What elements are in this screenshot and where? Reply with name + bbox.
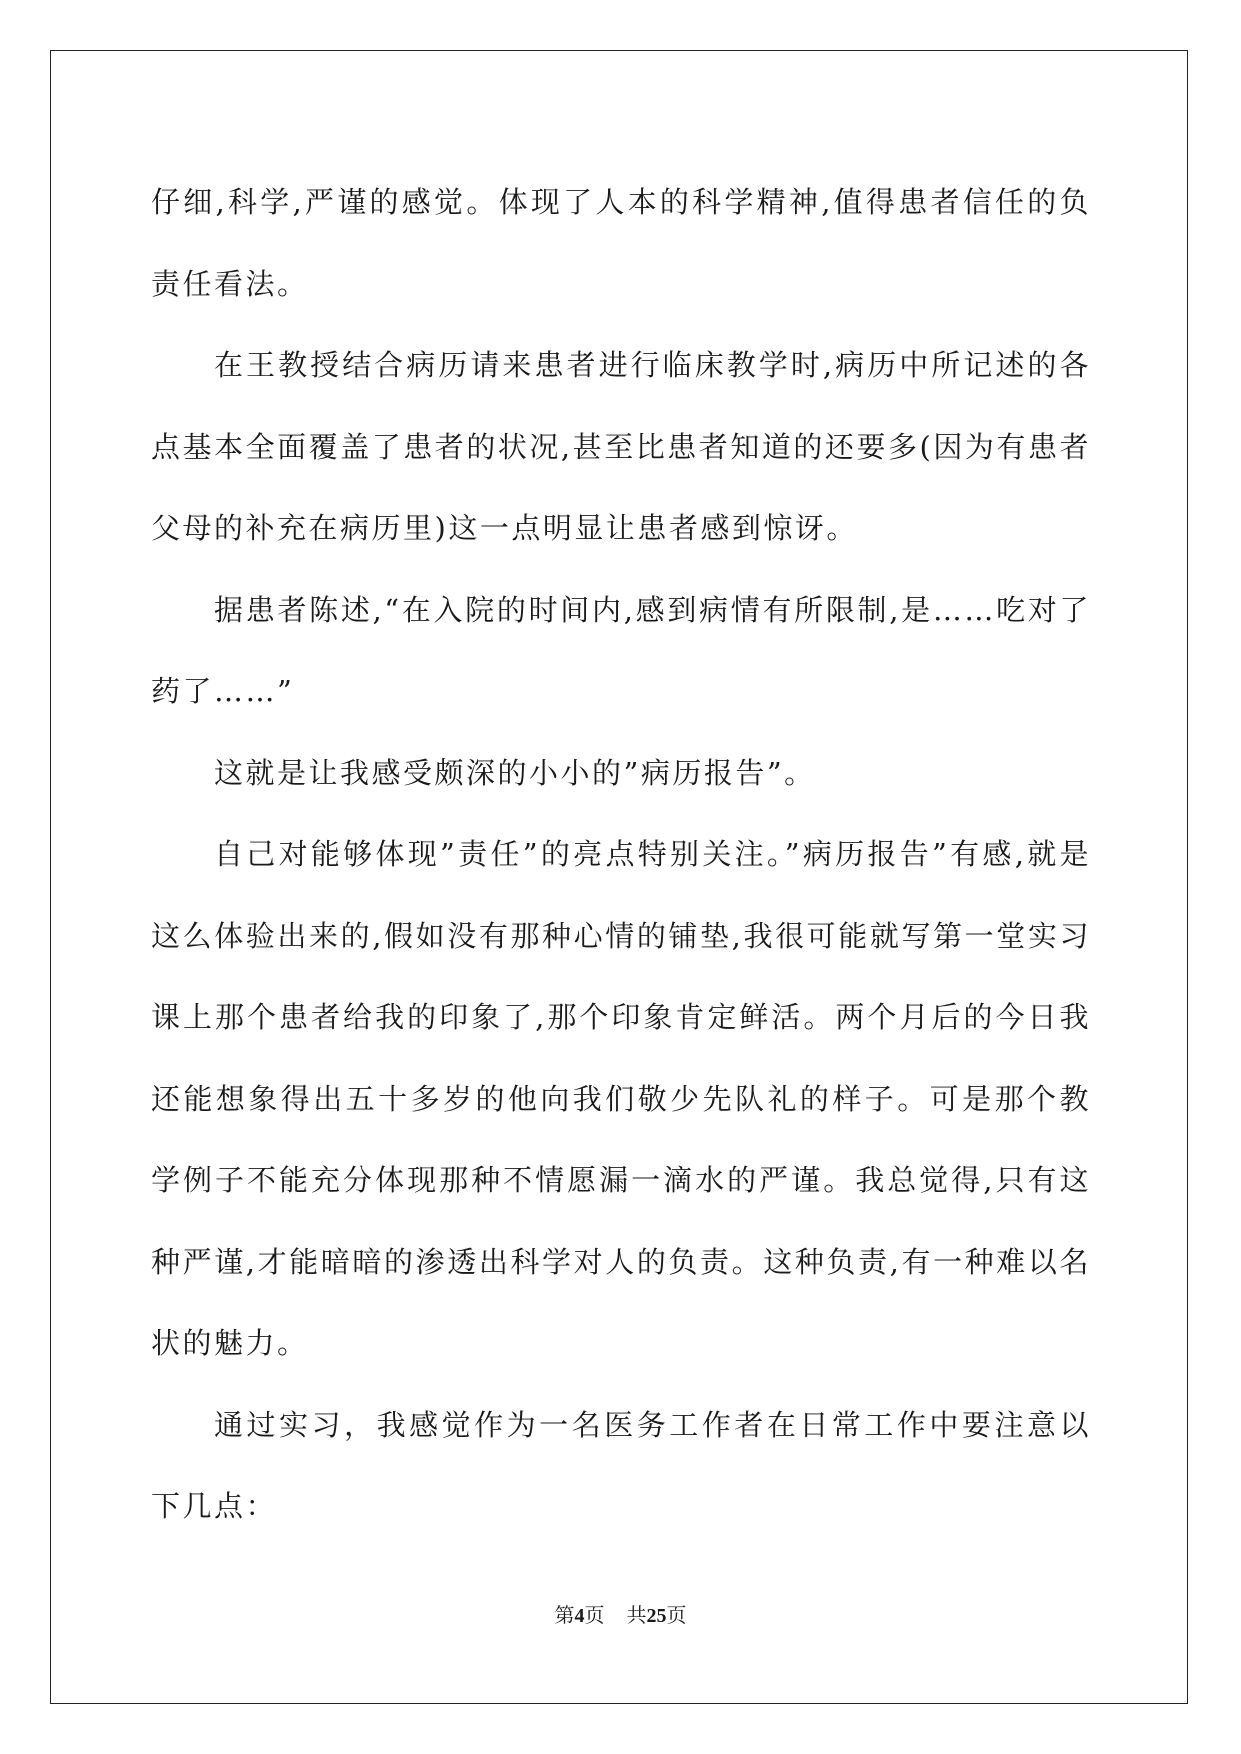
page-footer [0,1599,1241,1628]
paragraph: 这就是让我感受颇深的小小的”病历报告”。 [214,755,816,790]
total-pages: 25 [646,1605,667,1627]
page-prefix: 第 [554,1605,575,1627]
page-number: 4 [574,1605,585,1627]
paragraph: 在王教授结合病历请来患者进行临床教学时,病历中所记述的各点基本全面覆盖了患者的状况,甚至比患者知道的还要多(因为有患者父母的补充在病历里)这一点明显让患者感到惊讶。 [151,348,1091,545]
paragraph: 通过实习，我感觉作为一名医务工作者在日常工作中要注意以下几点： [151,1407,1091,1523]
document-body [151,162,1091,1548]
paragraph: 据患者陈述,“在入院的时间内,感到病情有所限制,是……吃对了药了……” [151,592,1091,708]
paragraph: 自己对能够体现”责任”的亮点特别关注。”病历报告”有感,就是这么体验出来的,假如没有那种心情的铺垫,我很可能就写第一堂实习课上那个患者给我的印象了,那个印象肯定鲜活。两个月后的今日我还能想象得出五十多岁的他向我们敬少先队礼的样子。可是那个教学例子不能充分体现那种不情愿漏一滴水的严谨。我总觉得,只有这种严谨,才能暗暗的渗透出科学对人的负责。这种负责,有一种难以名状的魅力。 [151,837,1091,1360]
page-suffix: 页 [584,1605,605,1627]
total-prefix: 共 [626,1605,647,1627]
total-suffix: 页 [666,1605,687,1627]
paragraph-continued: 仔细,科学,严谨的感觉。体现了人本的科学精神,值得患者信任的负责任看法。 [151,185,1091,301]
